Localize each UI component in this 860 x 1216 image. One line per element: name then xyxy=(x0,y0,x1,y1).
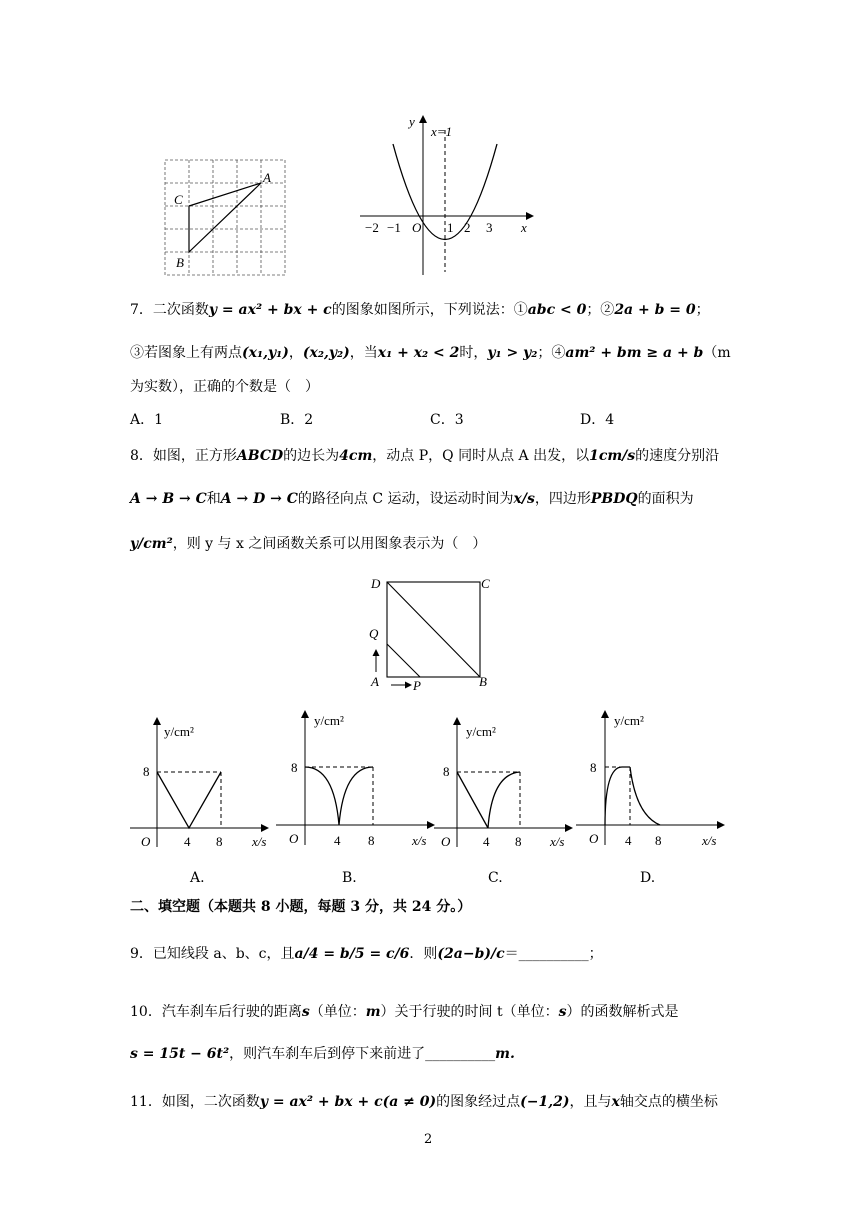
graph-a-tick-4: 4 xyxy=(184,834,191,849)
answer-graph-a xyxy=(126,712,276,852)
graph-d-xlabel: x/s xyxy=(702,833,717,848)
q7-option-c: C．3 xyxy=(430,412,464,428)
q10-line2: s = 15t − 6t²，则汽车刹车后到停下来前进了__________m. xyxy=(130,1046,515,1062)
answer-graph-d xyxy=(574,705,734,851)
answer-graph-c xyxy=(432,712,582,852)
sq-label-b: B xyxy=(479,674,487,689)
q11-line1: 11．如图，二次函数y = ax² + bx + c(a ≠ 0)的图象经过点(−1,2)，且与x轴交点的横坐标 xyxy=(130,1094,718,1110)
tick-1: 1 xyxy=(447,220,454,235)
label-a: A xyxy=(263,170,271,185)
choice-c: C. xyxy=(488,870,503,886)
graph-b-ylabel: y/cm² xyxy=(314,713,344,728)
sq-label-q: Q xyxy=(369,626,379,641)
label-b: B xyxy=(176,255,184,270)
graph-a-tick-8x: 8 xyxy=(216,834,223,849)
graph-b-xlabel: x/s xyxy=(412,833,427,848)
parabola-figure xyxy=(355,110,545,280)
graph-d-origin: O xyxy=(589,831,599,846)
graph-a-ylabel: y/cm² xyxy=(164,724,194,739)
tick-neg1: −1 xyxy=(387,220,401,235)
tick-3: 3 xyxy=(486,220,493,235)
q9-line: 9．已知线段 a、b、c，且a/4 = b/5 = c/6．则(2a−b)/c＝__________； xyxy=(130,946,603,962)
graph-d-tick-4: 4 xyxy=(625,833,632,848)
graph-a-xlabel: x/s xyxy=(252,834,267,849)
axis-y-label: y xyxy=(409,114,415,129)
graph-d-tick-8y: 8 xyxy=(590,760,597,775)
label-c: C xyxy=(174,192,183,207)
graph-d-ylabel: y/cm² xyxy=(614,713,644,728)
choice-a: A. xyxy=(190,870,205,886)
choice-b: B. xyxy=(342,870,357,886)
graph-b-tick-4: 4 xyxy=(334,833,341,848)
graph-b-tick-8y: 8 xyxy=(291,760,298,775)
graph-d-tick-8x: 8 xyxy=(655,833,662,848)
tick-neg2: −2 xyxy=(365,220,379,235)
graph-a-origin: O xyxy=(141,834,151,849)
graph-c-xlabel: x/s xyxy=(550,834,565,849)
q7-line1: 7．二次函数y = ax² + bx + c的图象如图所示，下列说法：①abc < 0；②2a + b = 0； xyxy=(130,302,710,318)
sq-label-c: C xyxy=(481,576,490,591)
graph-c-tick-8x: 8 xyxy=(515,834,522,849)
tick-origin: O xyxy=(412,220,422,235)
axis-x-label: x xyxy=(521,220,527,235)
q8-line3: y/cm²，则 y 与 x 之间函数关系可以用图象表示为（ ） xyxy=(130,536,487,552)
sq-label-d: D xyxy=(371,576,381,591)
q7-option-a: A．1 xyxy=(130,412,164,428)
q7-option-b: B．2 xyxy=(280,412,314,428)
page-number: 2 xyxy=(424,1132,433,1147)
choice-d: D. xyxy=(640,870,656,886)
q7-option-d: D．4 xyxy=(580,412,615,428)
sq-label-p: P xyxy=(413,678,421,693)
sq-label-a: A xyxy=(371,674,379,689)
q8-line2: A → B → C和A → D → C的路径向点 C 运动，设运动时间为x/s，四边形PBDQ的面积为 xyxy=(130,491,694,507)
section-title: 二、填空题（本题共 8 小题，每题 3 分，共 24 分。） xyxy=(130,899,472,915)
square-figure xyxy=(365,572,495,694)
q7-line2: ③若图象上有两点(x₁,y₁)，(x₂,y₂)，当x₁ + x₂ < 2时，y₁ > y₂；④am² + bm ≥ a + b（m xyxy=(130,345,731,361)
graph-b-tick-8x: 8 xyxy=(368,833,375,848)
q10-line1: 10．汽车刹车后行驶的距离s（单位：m）关于行驶的时间 t（单位：s）的函数解析式是 xyxy=(130,1004,679,1020)
grid-triangle-figure xyxy=(155,152,295,277)
graph-c-ylabel: y/cm² xyxy=(466,724,496,739)
graph-b-origin: O xyxy=(289,831,299,846)
tick-2: 2 xyxy=(464,220,471,235)
answer-graph-b xyxy=(274,705,444,851)
graph-a-tick-8y: 8 xyxy=(143,764,150,779)
graph-c-origin: O xyxy=(441,834,451,849)
graph-c-tick-8y: 8 xyxy=(443,764,450,779)
q7-line3: 为实数），正确的个数是（ ） xyxy=(130,379,319,395)
q8-line1: 8．如图，正方形ABCD的边长为4cm，动点 P，Q 同时从点 A 出发，以1cm/s的速度分别沿 xyxy=(130,448,720,464)
graph-c-tick-4: 4 xyxy=(483,834,490,849)
axis-of-symmetry-label: x=1 xyxy=(431,124,453,139)
